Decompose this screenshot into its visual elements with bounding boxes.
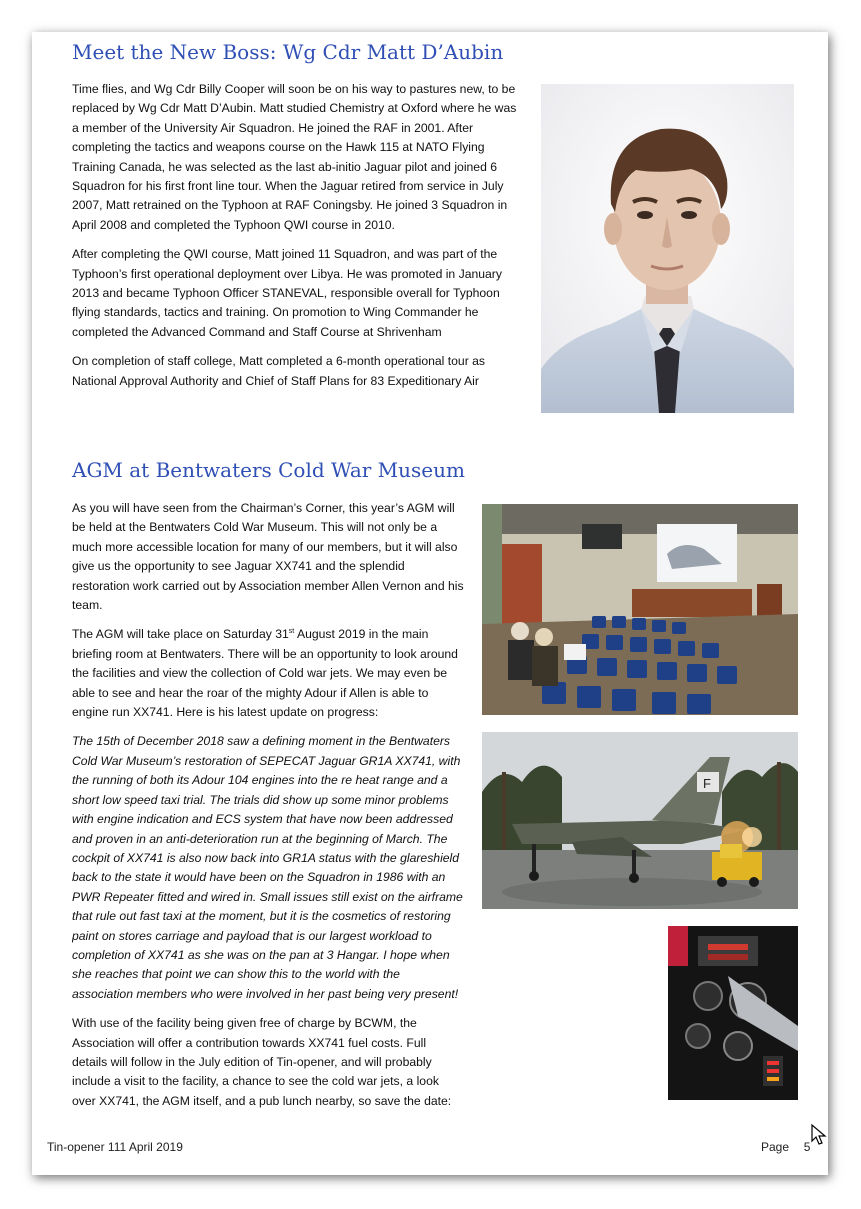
text-run: August 2019 in the main briefing room at Bentwaters. There will be an opportunity to look around the facilities and view the collection of Cold war jets. We may even be able to see and hear the roar of the mighty Adour if Allen is able to engine run XX741. Here is his latest update on progress: <box>72 627 458 720</box>
page-label: Page <box>761 1140 790 1154</box>
briefing-room-photo <box>482 504 798 715</box>
text-run: The AGM will take place on Saturday 31 <box>72 627 289 642</box>
portrait-photo <box>541 84 794 413</box>
footer-issue: Tin-opener 111 April 2019 <box>47 1140 183 1154</box>
newsletter-page <box>32 32 828 1175</box>
paragraph: With use of the facility being given free of charge by BCWM, the Association will offer a contribution towards XX741 fuel costs. Full details will follow in the July edition of Tin-opener, and will probably include a visit to the facility, a chance to see the cold war jets, a look over XX741, the AGM itself, and a pub lunch nearby, so save the date: <box>72 1016 452 1108</box>
paragraph: After completing the QWI course, Matt joined 11 Squadron, and was part of the Typhoon’s first operational deployment over Libya. He was promoted in January 2013 and became Typhoon Officer STANEVAL, responsible overall for Typhoon flying standards, tactics and training. On promotion to Wing Commander he completed the Advanced Command and Staff Course at Shrivenham <box>72 247 502 339</box>
page-number: 5 <box>803 1140 811 1154</box>
quote-paragraph: The 15th of December 2018 saw a defining moment in the Bentwaters Cold War Museum’s restoration of SEPECAT Jaguar GR1A XX741, with the running of both its Adour 104 engines into the re heat range and a short low speed taxi trial. The trials did show up some minor problems with engine indication and ECS system that have now been addressed and proven in an anti-deterioration run at the beginning of March. The cockpit of XX741 is also now back into GR1A status with the glareshield back to the state it would have been on the Squadron in 1986 with an PWR Repeater fitted and wired in. Small issues still exist on the airframe that rule out fast taxi at the moment, but it is the cosmetics of restoring paint on stores carriage and payload that is our largest workload to completion of XX741 as she was on the pan at 3 Hangar. I hope when she reaches that point we can show this to the world with the association members who were involved in her past being very present! <box>72 734 463 1001</box>
paragraph: As you will have seen from the Chairman’s Corner, this year’s AGM will be held at the Bentwaters Cold War Museum. This will not only be a much more accessible location for many of our members, but it will also give us the opportunity to see Jaguar XX741 and the splendid restoration work carried out by Association member Allen Vernon and his team. <box>72 501 464 613</box>
section-title-new-boss: Meet the New Boss: Wg Cdr Matt D’Aubin <box>72 40 504 64</box>
svg-text:F: F <box>703 776 711 791</box>
paragraph <box>72 625 464 722</box>
mouse-pointer-icon <box>811 1124 827 1146</box>
cockpit-photo <box>668 926 798 1100</box>
new-boss-text <box>72 80 520 430</box>
agm-text <box>72 499 464 1175</box>
section-title-agm: AGM at Bentwaters Cold War Museum <box>72 458 465 482</box>
ordinal-suffix: st <box>288 628 295 636</box>
paragraph: Time flies, and Wg Cdr Billy Cooper will soon be on his way to pastures new, to be replaced by Wg Cdr Matt D’Aubin. Matt studied Chemistry at Oxford where he was a member of the University Air Squadron. He joined the RAF in 2001. After completing the tactics and weapons course on the Hawk 115 at NATO Flying Training Canada, he was selected as the last ab-initio Jaguar pilot and joined 6 Squadron for his first front line tour. When the Jaguar retired from service in July 2007, Matt retrained on the Typhoon at RAF Coningsby. He joined 3 Squadron in April 2008 and completed the Typhoon QWI course in 2010. <box>72 82 517 232</box>
footer-page <box>761 1140 810 1154</box>
paragraph: On completion of staff college, Matt completed a 6-month operational tour as National Approval Authority and Chief of Staff Plans for 83 Expeditionary Air <box>72 354 486 388</box>
jaguar-engine-run-photo <box>482 732 798 909</box>
